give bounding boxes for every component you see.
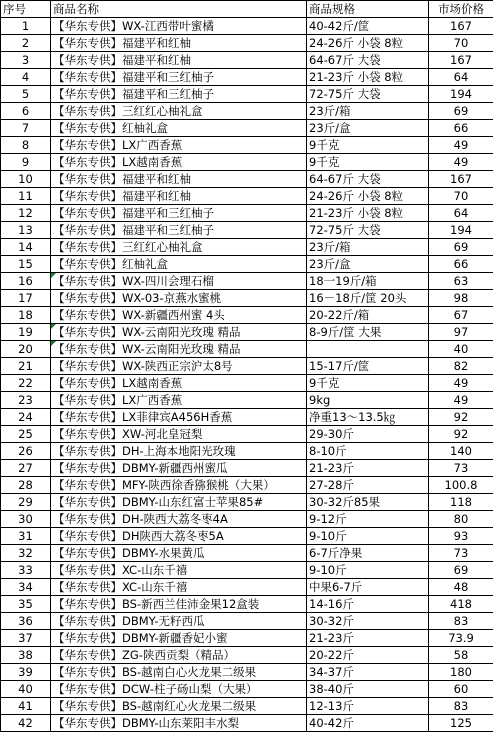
cell-no: 11 xyxy=(1,188,51,205)
table-row xyxy=(1,409,493,426)
cell-name: 【华东专供】BS-越南白心火龙果二级果 xyxy=(51,664,307,681)
cell-spec: 20-22斤/箱 xyxy=(307,307,429,324)
table-row xyxy=(1,375,493,392)
cell-name: 【华东专供】LX越南香蕉 xyxy=(51,154,307,171)
cell-price: 49 xyxy=(429,154,493,171)
cell-spec: 23斤/箱 xyxy=(307,239,429,256)
table-row xyxy=(1,222,493,239)
cell-spec: 中果6-7斤 xyxy=(307,579,429,596)
cell-name: 【华东专供】DBMY-水果黄瓜 xyxy=(51,545,307,562)
cell-spec: 21-23斤 xyxy=(307,460,429,477)
cell-name: 【华东专供】三红红心柚礼盒 xyxy=(51,103,307,120)
cell-name: 【华东专供】WX-四川会理石榴 xyxy=(51,273,307,290)
cell-spec: 40-42斤/筐 xyxy=(307,18,429,35)
cell-spec: 27-28斤 xyxy=(307,477,429,494)
cell-price: 70 xyxy=(429,35,493,52)
cell-name: 【华东专供】DBMY-山东红富士苹果85# xyxy=(51,494,307,511)
cell-no: 19 xyxy=(1,324,51,341)
cell-name: 【华东专供】WX-云南阳光玫瑰 精品 xyxy=(51,324,307,341)
cell-price: 70 xyxy=(429,188,493,205)
cell-name: 【华东专供】福建平和三红柚子 xyxy=(51,222,307,239)
table-row xyxy=(1,596,493,613)
cell-spec: 64-67斤 大袋 xyxy=(307,52,429,69)
cell-name: 【华东专供】XW-河北皇冠梨 xyxy=(51,426,307,443)
cell-name: 【华东专供】WX-新疆西州蜜 4头 xyxy=(51,307,307,324)
table-row xyxy=(1,443,493,460)
cell-no: 14 xyxy=(1,239,51,256)
cell-price: 92 xyxy=(429,409,493,426)
header-price: 市场价格 xyxy=(429,1,493,18)
cell-name: 【华东专供】WX-陕西正宗沪太8号 xyxy=(51,358,307,375)
cell-name: 【华东专供】BS-越南红心火龙果二级果 xyxy=(51,698,307,715)
cell-spec: 14-16斤 xyxy=(307,596,429,613)
cell-price: 67 xyxy=(429,307,493,324)
cell-spec: 18一19斤/箱 xyxy=(307,273,429,290)
cell-name: 【华东专供】XC-山东千禧 xyxy=(51,562,307,579)
table-row xyxy=(1,52,493,69)
table-row xyxy=(1,460,493,477)
cell-price: 100.8 xyxy=(429,477,493,494)
table-row xyxy=(1,392,493,409)
cell-name: 【华东专供】WX-03-京燕水蜜桃 xyxy=(51,290,307,307)
cell-no: 32 xyxy=(1,545,51,562)
cell-spec: 23斤/箱 xyxy=(307,103,429,120)
cell-name: 【华东专供】WX-江西带叶蜜橘 xyxy=(51,18,307,35)
cell-spec: 9千克 xyxy=(307,154,429,171)
cell-no: 4 xyxy=(1,69,51,86)
cell-no: 27 xyxy=(1,460,51,477)
cell-name: 【华东专供】福建平和红柚 xyxy=(51,188,307,205)
cell-no: 30 xyxy=(1,511,51,528)
table-row xyxy=(1,511,493,528)
cell-price: 73.9 xyxy=(429,630,493,647)
cell-no: 26 xyxy=(1,443,51,460)
cell-name: 【华东专供】红柚礼盒 xyxy=(51,256,307,273)
cell-name: 【华东专供】MFY-陕西徐香猕猴桃（大果） xyxy=(51,477,307,494)
header-no: 序号 xyxy=(1,1,51,18)
cell-price: 140 xyxy=(429,443,493,460)
cell-spec: 24-26斤 小袋 8粒 xyxy=(307,188,429,205)
cell-no: 5 xyxy=(1,86,51,103)
cell-spec: 23斤/盒 xyxy=(307,120,429,137)
table-row xyxy=(1,715,493,732)
table-row xyxy=(1,273,493,290)
cell-name: 【华东专供】福建平和三红柚子 xyxy=(51,86,307,103)
cell-price: 69 xyxy=(429,562,493,579)
cell-name: 【华东专供】XC-山东千禧 xyxy=(51,579,307,596)
table-row xyxy=(1,120,493,137)
cell-name: 【华东专供】ZG-陕西贡梨（精品） xyxy=(51,647,307,664)
cell-no: 23 xyxy=(1,392,51,409)
cell-no: 25 xyxy=(1,426,51,443)
cell-spec: 9-10斤 xyxy=(307,562,429,579)
table-row xyxy=(1,341,493,358)
cell-price: 125 xyxy=(429,715,493,732)
cell-name: 【华东专供】LX越南香蕉 xyxy=(51,375,307,392)
cell-no: 20 xyxy=(1,341,51,358)
cell-no: 12 xyxy=(1,205,51,222)
cell-name: 【华东专供】福建平和三红柚子 xyxy=(51,205,307,222)
header-spec: 商品规格 xyxy=(307,1,429,18)
cell-name: 【华东专供】DBMY-山东莱阳丰水梨 xyxy=(51,715,307,732)
cell-spec: 72-75斤 大袋 xyxy=(307,222,429,239)
cell-price: 83 xyxy=(429,613,493,630)
cell-no: 42 xyxy=(1,715,51,732)
cell-price: 49 xyxy=(429,137,493,154)
cell-price: 167 xyxy=(429,171,493,188)
cell-no: 17 xyxy=(1,290,51,307)
cell-spec: 30-32斤 xyxy=(307,613,429,630)
table-row xyxy=(1,324,493,341)
cell-spec: 23斤/盒 xyxy=(307,256,429,273)
cell-spec: 9-10斤 xyxy=(307,528,429,545)
cell-spec: 64-67斤 大袋 xyxy=(307,171,429,188)
cell-name: 【华东专供】福建平和红柚 xyxy=(51,171,307,188)
cell-name: 【华东专供】福建平和三红柚子 xyxy=(51,69,307,86)
cell-price: 98 xyxy=(429,290,493,307)
cell-spec: 20-22斤 xyxy=(307,647,429,664)
cell-no: 39 xyxy=(1,664,51,681)
cell-price: 48 xyxy=(429,579,493,596)
cell-name: 【华东专供】DH-陕西大荔冬枣4A xyxy=(51,511,307,528)
cell-name: 【华东专供】DH-上海本地阳光玫瑰 xyxy=(51,443,307,460)
header-name: 商品名称 xyxy=(51,1,307,18)
table-row xyxy=(1,103,493,120)
cell-name: 【华东专供】DBMY-新疆香妃小蜜 xyxy=(51,630,307,647)
cell-spec: 6-7斤净果 xyxy=(307,545,429,562)
cell-name: 【华东专供】LX广西香蕉 xyxy=(51,137,307,154)
table-row xyxy=(1,35,493,52)
cell-spec xyxy=(307,341,429,358)
cell-name: 【华东专供】LX广西香蕉 xyxy=(51,392,307,409)
cell-price: 66 xyxy=(429,256,493,273)
cell-price: 167 xyxy=(429,52,493,69)
table-row xyxy=(1,86,493,103)
cell-spec: 34-37斤 xyxy=(307,664,429,681)
table-row xyxy=(1,205,493,222)
cell-spec: 30-32斤85果 xyxy=(307,494,429,511)
cell-no: 10 xyxy=(1,171,51,188)
cell-no: 28 xyxy=(1,477,51,494)
cell-no: 37 xyxy=(1,630,51,647)
cell-price: 49 xyxy=(429,392,493,409)
cell-no: 6 xyxy=(1,103,51,120)
cell-price: 40 xyxy=(429,341,493,358)
cell-name: 【华东专供】LX菲律宾A456H香蕉 xyxy=(51,409,307,426)
table-row xyxy=(1,579,493,596)
cell-name: 【华东专供】WX-云南阳光玫瑰 精品 xyxy=(51,341,307,358)
cell-no: 9 xyxy=(1,154,51,171)
cell-price: 58 xyxy=(429,647,493,664)
table-row xyxy=(1,562,493,579)
cell-name: 【华东专供】福建平和红柚 xyxy=(51,52,307,69)
cell-no: 7 xyxy=(1,120,51,137)
table-row xyxy=(1,681,493,698)
cell-price: 73 xyxy=(429,545,493,562)
cell-price: 180 xyxy=(429,664,493,681)
cell-no: 21 xyxy=(1,358,51,375)
table-body xyxy=(1,18,493,732)
table-row xyxy=(1,69,493,86)
table-row xyxy=(1,528,493,545)
table-row xyxy=(1,613,493,630)
cell-price: 194 xyxy=(429,86,493,103)
table-row xyxy=(1,171,493,188)
table-row xyxy=(1,477,493,494)
cell-name: 【华东专供】DCW-柱子砀山梨（大果） xyxy=(51,681,307,698)
cell-price: 92 xyxy=(429,426,493,443)
cell-price: 60 xyxy=(429,681,493,698)
cell-spec: 24-26斤 小袋 8粒 xyxy=(307,35,429,52)
table-row xyxy=(1,256,493,273)
cell-spec: 21-23斤 xyxy=(307,630,429,647)
cell-no: 8 xyxy=(1,137,51,154)
table-row xyxy=(1,137,493,154)
cell-no: 13 xyxy=(1,222,51,239)
cell-price: 80 xyxy=(429,511,493,528)
cell-no: 41 xyxy=(1,698,51,715)
cell-price: 167 xyxy=(429,18,493,35)
cell-no: 22 xyxy=(1,375,51,392)
cell-spec: 16－18斤/筐 20头 xyxy=(307,290,429,307)
cell-spec: 9-12斤 xyxy=(307,511,429,528)
cell-no: 15 xyxy=(1,256,51,273)
cell-spec: 38-40斤 xyxy=(307,681,429,698)
cell-no: 29 xyxy=(1,494,51,511)
cell-price: 49 xyxy=(429,375,493,392)
cell-price: 82 xyxy=(429,358,493,375)
cell-no: 24 xyxy=(1,409,51,426)
table-row xyxy=(1,545,493,562)
cell-name: 【华东专供】BS-新西兰佳沛金果12盒装 xyxy=(51,596,307,613)
cell-price: 69 xyxy=(429,239,493,256)
cell-no: 40 xyxy=(1,681,51,698)
cell-price: 73 xyxy=(429,460,493,477)
cell-price: 64 xyxy=(429,69,493,86)
table-row xyxy=(1,18,493,35)
table-row xyxy=(1,188,493,205)
cell-spec: 29-30斤 xyxy=(307,426,429,443)
cell-no: 34 xyxy=(1,579,51,596)
table-row xyxy=(1,307,493,324)
table-row xyxy=(1,426,493,443)
cell-spec: 72-75斤 大袋 xyxy=(307,86,429,103)
cell-price: 93 xyxy=(429,528,493,545)
cell-spec: 40-42斤 xyxy=(307,715,429,732)
cell-price: 63 xyxy=(429,273,493,290)
cell-name: 【华东专供】DBMY-无籽西瓜 xyxy=(51,613,307,630)
cell-no: 36 xyxy=(1,613,51,630)
table-row xyxy=(1,154,493,171)
table-row xyxy=(1,290,493,307)
cell-spec: 21-23斤 小袋 8粒 xyxy=(307,69,429,86)
cell-name: 【华东专供】三红红心柚礼盒 xyxy=(51,239,307,256)
table-row xyxy=(1,239,493,256)
cell-price: 64 xyxy=(429,205,493,222)
cell-no: 33 xyxy=(1,562,51,579)
table-row xyxy=(1,494,493,511)
cell-price: 97 xyxy=(429,324,493,341)
cell-spec: 15-17斤/筐 xyxy=(307,358,429,375)
table-row xyxy=(1,664,493,681)
cell-spec: 12-13斤 xyxy=(307,698,429,715)
cell-spec: 9kg xyxy=(307,392,429,409)
cell-spec: 8-10斤 xyxy=(307,443,429,460)
cell-spec: 21-23斤 小袋 8粒 xyxy=(307,205,429,222)
cell-price: 83 xyxy=(429,698,493,715)
cell-name: 【华东专供】DH陕西大荔冬枣5A xyxy=(51,528,307,545)
cell-no: 1 xyxy=(1,18,51,35)
cell-spec: 9千克 xyxy=(307,375,429,392)
cell-no: 31 xyxy=(1,528,51,545)
cell-name: 【华东专供】福建平和红柚 xyxy=(51,35,307,52)
cell-no: 18 xyxy=(1,307,51,324)
cell-price: 418 xyxy=(429,596,493,613)
cell-price: 194 xyxy=(429,222,493,239)
cell-price: 69 xyxy=(429,103,493,120)
table-row xyxy=(1,630,493,647)
cell-no: 3 xyxy=(1,52,51,69)
cell-name: 【华东专供】DBMY-新疆西州蜜瓜 xyxy=(51,460,307,477)
cell-no: 16 xyxy=(1,273,51,290)
cell-spec: 9千克 xyxy=(307,137,429,154)
table-row xyxy=(1,358,493,375)
cell-no: 38 xyxy=(1,647,51,664)
cell-price: 66 xyxy=(429,120,493,137)
cell-spec: 8-9斤/筐 大果 xyxy=(307,324,429,341)
table-row xyxy=(1,647,493,664)
table-row xyxy=(1,698,493,715)
cell-no: 35 xyxy=(1,596,51,613)
header-row xyxy=(1,1,493,18)
cell-spec: 净重13～13.5㎏ xyxy=(307,409,429,426)
cell-price: 118 xyxy=(429,494,493,511)
cell-no: 2 xyxy=(1,35,51,52)
cell-name: 【华东专供】红柚礼盒 xyxy=(51,120,307,137)
